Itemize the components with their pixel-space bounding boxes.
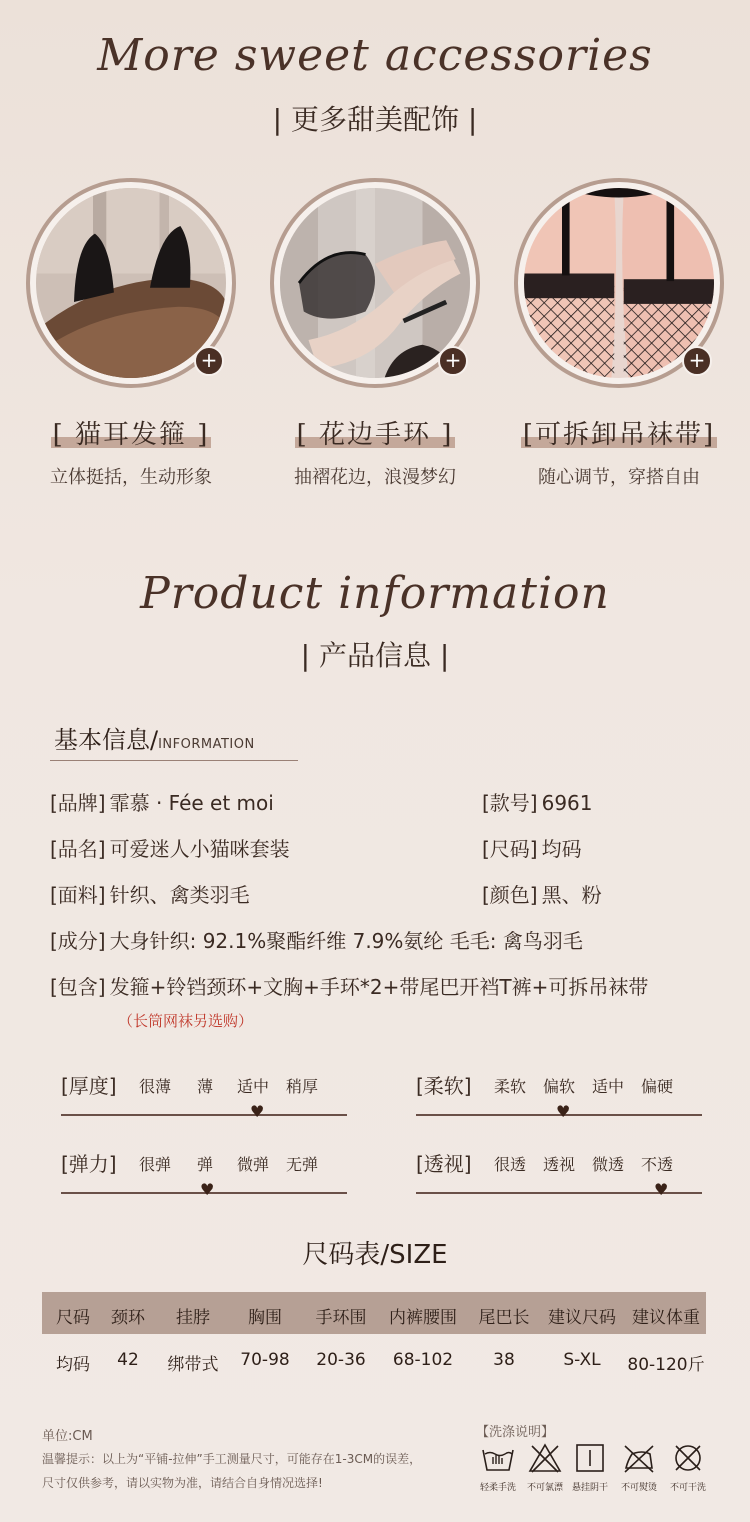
- accessory-garter[interactable]: [514, 178, 724, 489]
- accessory-name: [可拆卸吊袜带]: [521, 414, 717, 451]
- table-header-cell: 胸围: [248, 1308, 282, 1328]
- table-header-cell: 手环围: [315, 1308, 367, 1328]
- heart-marker-icon: ♥: [654, 1180, 669, 1199]
- slider-option: 适中: [592, 1077, 625, 1096]
- stockings-note: （长筒网袜另选购）: [118, 1012, 254, 1030]
- table-header-cell: 颈环: [111, 1308, 145, 1328]
- info-product-name: [品名] 可爱迷人小猫咪套装: [50, 837, 290, 861]
- basic-info-heading: 基本信息/INFORMATION: [54, 726, 255, 754]
- table-cell: 均码: [56, 1355, 90, 1375]
- table-cell: 38: [493, 1350, 515, 1370]
- table-header-cell: 尾巴长: [478, 1308, 530, 1328]
- heart-marker-icon: ♥: [556, 1102, 571, 1121]
- table-header-cell: 内裤腰围: [389, 1308, 457, 1328]
- accessory-image-frame: [514, 178, 724, 388]
- slider-label: [透视]: [416, 1152, 472, 1176]
- size-table-header: [42, 1292, 706, 1334]
- accessory-desc: 随心调节，穿搭自由: [538, 467, 700, 488]
- slider-label: [厚度]: [61, 1074, 117, 1098]
- table-cell: 70-98: [240, 1350, 290, 1370]
- info-composition: [成分] 大身针织: 92.1%聚酯纤维 7.9%氨纶 毛毛: 禽鸟羽毛: [50, 929, 583, 953]
- heart-marker-icon: ♥: [250, 1102, 265, 1121]
- heading-divider: [50, 760, 298, 761]
- info-size: [尺码] 均码: [482, 837, 582, 861]
- table-header-cell: 建议体重: [632, 1308, 700, 1328]
- table-cell: 68-102: [392, 1350, 454, 1370]
- no-bleach-icon: 不可氯漂: [521, 1442, 569, 1493]
- slider-option: 很薄: [139, 1077, 172, 1096]
- unit-note: 单位:CM: [42, 1429, 93, 1444]
- table-cell: S-XL: [563, 1350, 601, 1370]
- slider-option: 偏软: [543, 1077, 576, 1096]
- tip-line-1: 温馨提示：以上为“平铺-拉伸”手工测量尺寸，可能存在1-3CM的误差，: [42, 1452, 422, 1466]
- accessories-cn-title: | 更多甜美配饰 |: [272, 103, 478, 136]
- table-cell: 80-120斤: [627, 1355, 705, 1375]
- table-header-cell: 尺码: [56, 1308, 90, 1328]
- no-dry-clean-icon: 不可干洗: [664, 1442, 712, 1493]
- accessories-script-title: More sweet accessories: [97, 30, 653, 81]
- table-header-cell: 建议尺码: [548, 1308, 616, 1328]
- info-fabric: [面料] 针织、禽类羽毛: [50, 883, 250, 907]
- accessory-lace-cuff[interactable]: [270, 178, 480, 489]
- no-iron-icon: 不可熨烫: [615, 1442, 663, 1493]
- slider-label: [柔软]: [416, 1074, 472, 1098]
- heart-marker-icon: ♥: [200, 1180, 215, 1199]
- slider-option: 适中: [237, 1077, 270, 1096]
- product-cn-title: | 产品信息 |: [300, 639, 450, 672]
- plus-icon[interactable]: +: [682, 346, 712, 376]
- slider-option: 稍厚: [286, 1077, 319, 1096]
- slider-option: 透视: [543, 1155, 576, 1174]
- slider-option: 微透: [592, 1155, 625, 1174]
- tip-line-2: 尺寸仅供参考，请以实物为准，请结合自身情况选择!: [42, 1476, 323, 1490]
- info-style-no: [款号] 6961: [482, 791, 593, 815]
- slider-option: 不透: [641, 1155, 674, 1174]
- accessory-desc: 立体挺括，生动形象: [50, 467, 212, 488]
- accessory-name: [ 花边手环 ]: [295, 414, 456, 451]
- slider-option: 柔软: [494, 1077, 527, 1096]
- table-cell: 20-36: [316, 1350, 366, 1370]
- info-includes: [包含] 发箍+铃铛颈环+文胸+手环*2+带尾巴开裆T裤+可拆吊袜带: [50, 975, 649, 999]
- accessory-image-frame: [26, 178, 236, 388]
- slider-option: 很弹: [139, 1155, 172, 1174]
- plus-icon[interactable]: +: [194, 346, 224, 376]
- table-cell: 42: [117, 1350, 139, 1370]
- table-header-cell: 挂脖: [176, 1308, 210, 1328]
- slider-option: 弹: [197, 1155, 214, 1174]
- table-cell: 绑带式: [167, 1355, 219, 1375]
- plus-icon[interactable]: +: [438, 346, 468, 376]
- slider-option: 偏硬: [641, 1077, 674, 1096]
- hang-dry-icon: 悬挂阴干: [566, 1442, 614, 1493]
- slider-option: 薄: [197, 1077, 214, 1096]
- hand-wash-icon: 轻柔手洗: [474, 1442, 522, 1493]
- accessory-image-frame: [270, 178, 480, 388]
- wash-instructions-title: 【洗涤说明】: [476, 1425, 555, 1440]
- accessory-name: [ 猫耳发箍 ]: [51, 414, 212, 451]
- slider-label: [弹力]: [61, 1152, 117, 1176]
- product-script-title: Product information: [140, 568, 610, 619]
- info-color: [颜色] 黑、粉: [482, 883, 602, 907]
- accessory-desc: 抽褶花边，浪漫梦幻: [294, 467, 456, 488]
- accessory-cat-ears[interactable]: [26, 178, 236, 489]
- slider-track: [61, 1114, 347, 1116]
- info-brand: [品牌] 霏慕 · Fée et moi: [50, 791, 274, 815]
- slider-option: 无弹: [286, 1155, 319, 1174]
- slider-option: 很透: [494, 1155, 527, 1174]
- size-table-title: 尺码表/SIZE: [302, 1240, 448, 1270]
- slider-option: 微弹: [237, 1155, 270, 1174]
